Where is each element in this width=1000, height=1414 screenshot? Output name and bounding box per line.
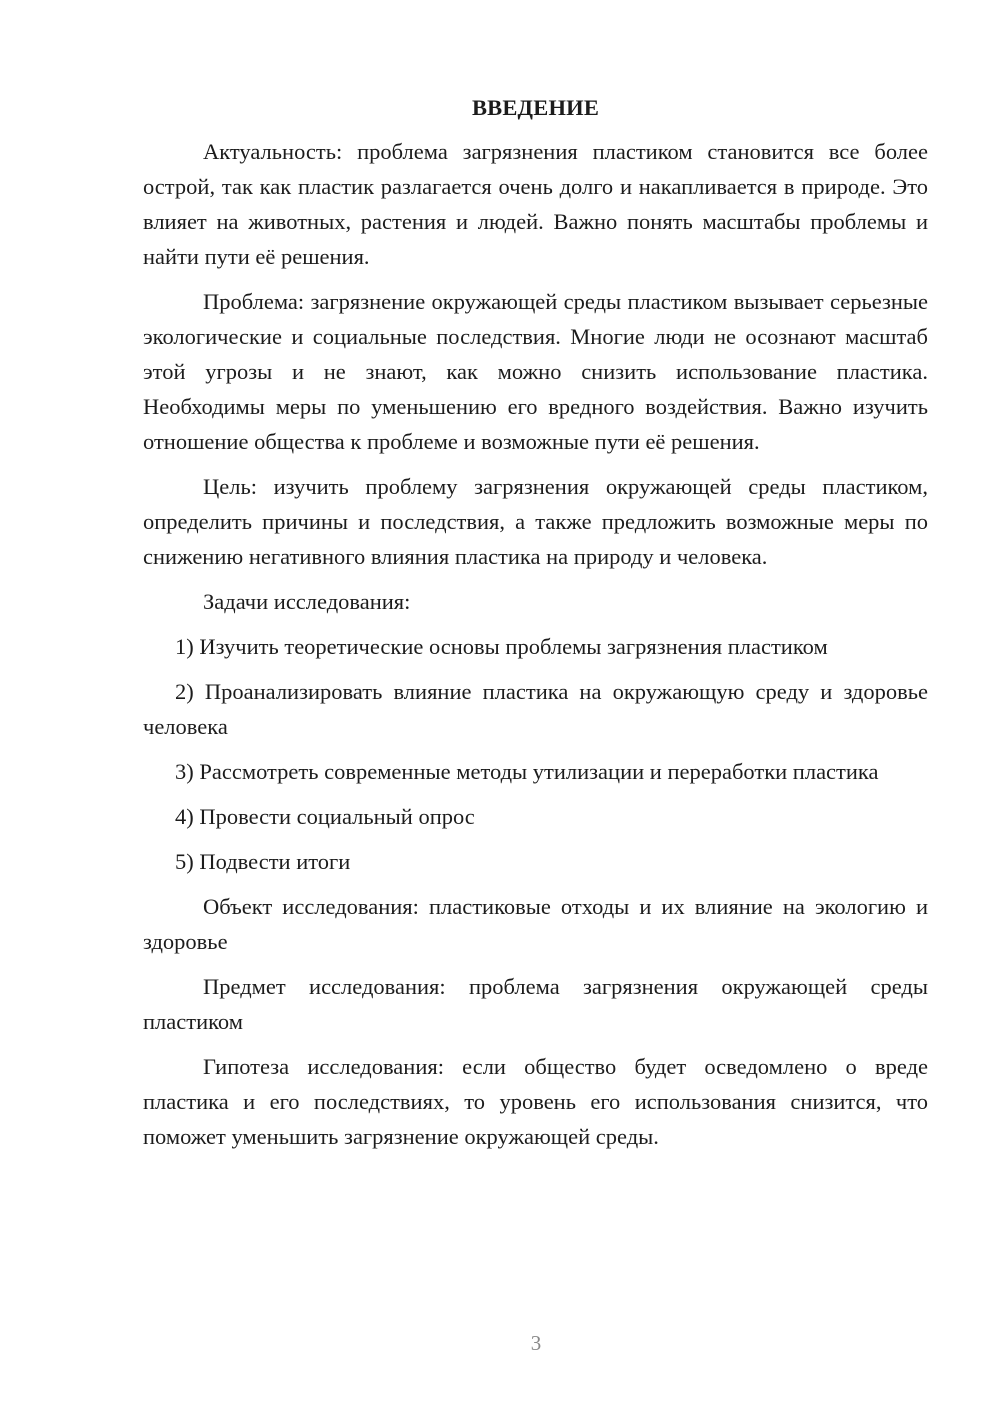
relevance-paragraph: Актуальность: проблема загрязнения пластиком становится все более острой, так как пластик разлагается очень долго и накапливается в природе. Это влияет на животных, растения и людей. Важно понять масштабы проблемы и найти пути её решения. bbox=[143, 139, 928, 269]
task-item-3: 3) Рассмотреть современные методы утилизации и переработки пластика bbox=[175, 759, 879, 784]
task-item-1: 1) Изучить теоретические основы проблемы загрязнения пластиком bbox=[175, 634, 828, 659]
task-item-5: 5) Подвести итоги bbox=[175, 849, 351, 874]
tasks-list bbox=[143, 629, 928, 879]
problem-paragraph: Проблема: загрязнение окружающей среды пластиком вызывает серьезные экологические и социальные последствия. Многие люди не осознают масштаб этой угрозы и не знают, как можно снизить использование пластика. Необходимы меры по уменьшению его вредного воздействия. Важно изучить отношение общества к проблеме и возможные пути её решения. bbox=[143, 289, 928, 454]
tasks-heading: Задачи исследования: bbox=[203, 589, 411, 614]
subject-paragraph: Предмет исследования: проблема загрязнения окружающей среды пластиком bbox=[143, 974, 928, 1034]
task-item-2: 2) Проанализировать влияние пластика на окружающую среду и здоровье человека bbox=[143, 679, 928, 739]
page-number: 3 bbox=[530, 1331, 542, 1355]
object-paragraph: Объект исследования: пластиковые отходы и их влияние на экологию и здоровье bbox=[143, 894, 928, 954]
page-content bbox=[143, 90, 928, 1164]
hypothesis-paragraph: Гипотеза исследования: если общество будет осведомлено о вреде пластика и его последствиях, то уровень его использования снизится, что поможет уменьшить загрязнение окружающей среды. bbox=[143, 1054, 928, 1149]
goal-paragraph: Цель: изучить проблему загрязнения окружающей среды пластиком, определить причины и последствия, а также предложить возможные меры по снижению негативного влияния пластика на природу и человека. bbox=[143, 474, 928, 569]
section-title: ВВЕДЕНИЕ bbox=[471, 95, 600, 120]
task-item-4: 4) Провести социальный опрос bbox=[175, 804, 475, 829]
